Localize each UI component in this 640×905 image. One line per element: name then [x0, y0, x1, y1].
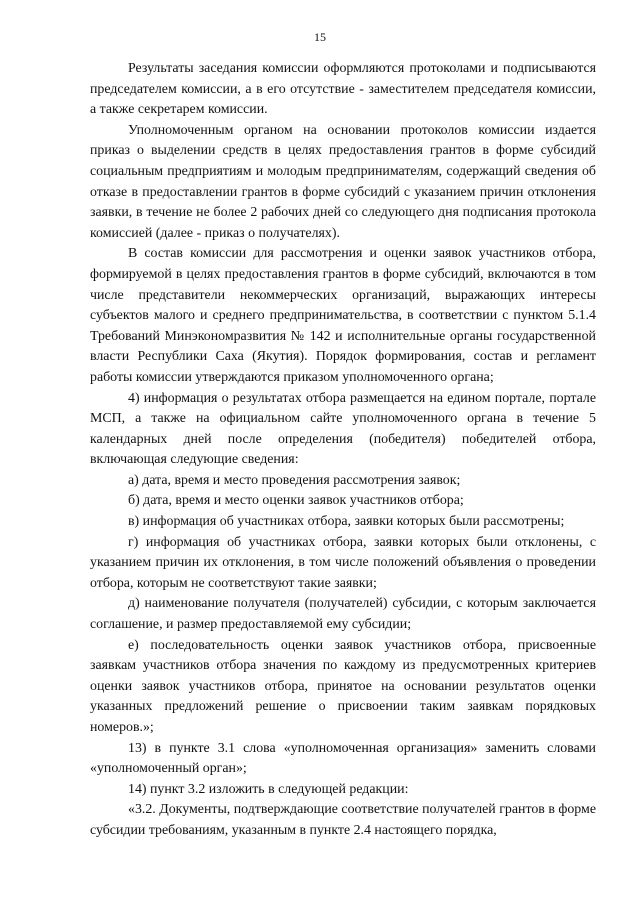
- paragraph-subitem-g: г) информация об участниках отбора, заявки которых были отклонены, с указанием причин их отклонения, в том числе положений объявления о проведении отбора, которым не соответствуют такие заявки;: [90, 534, 596, 591]
- document-body: [90, 59, 596, 842]
- paragraph-subitem-e: е) последовательность оценки заявок участников отбора, присвоенные заявкам участников отбора значения по каждому из предусмотренных критериев оценки заявок участников отбора, принятое на основании результатов оценки указанных предложений решение о присвоении таким заявкам порядковых номеров.»;: [90, 637, 596, 735]
- paragraph-commission-protocols: Результаты заседания комиссии оформляются протоколами и подписываются председателем комиссии, а в его отсутствие - заместителем председателя комиссии, а также секретарем комиссии.: [90, 61, 596, 118]
- paragraph-subitem-b: б) дата, время и место оценки заявок участников отбора;: [128, 493, 464, 509]
- page-number: 15: [314, 30, 326, 44]
- paragraph-item-14: 14) пункт 3.2 изложить в следующей редакции:: [128, 781, 409, 797]
- paragraph-item-4-results-info: 4) информация о результатах отбора размещается на едином портале, портале МСП, а также на официальном сайте уполномоченного органа в течение 5 календарных дней после определения (победителя) победителей отбора, включающая следующие сведения:: [90, 390, 596, 468]
- paragraph-clause-3-2: «3.2. Документы, подтверждающие соответствие получателей грантов в форме субсидии требованиям, указанным в пункте 2.4 настоящего порядка,: [90, 802, 596, 838]
- paragraph-item-13: 13) в пункте 3.1 слова «уполномоченная организация» заменить словами «уполномоченный орган»;: [90, 740, 596, 777]
- paragraph-subitem-d: д) наименование получателя (получателей) субсидии, с которым заключается соглашение, и размер предоставляемой ему субсидии;: [90, 596, 596, 633]
- paragraph-subitem-v: в) информация об участниках отбора, заявки которых были рассмотрены;: [128, 514, 565, 530]
- paragraph-commission-composition: В состав комиссии для рассмотрения и оценки заявок участников отбора, формируемой в целях предоставления грантов в форме субсидий, включаются в том числе представители некоммерческих организаций, выражающих интересы субъектов малого и среднего предпринимательства, в соответствии с пунктом 5.1.4 Требований Минэкономразвития № 142 и исполнительные органы государственной власти Республики Саха (Якутия). Порядок формирования, состав и регламент работы комиссии утверждаются приказом уполномоченного органа;: [90, 246, 596, 385]
- paragraph-recipients-order: Уполномоченным органом на основании протоколов комиссии издается приказ о выделении средств в целях предоставления грантов в форме субсидий социальным предприятиям и молодым предпринимателям, содержащий сведения об отказе в предоставлении грантов в форме субсидий с указанием причин отклонения заявки, в течение не более 2 рабочих дней со следующего дня подписания протокола комиссией (далее - приказ о получателях).: [90, 122, 596, 241]
- paragraph-subitem-a: а) дата, время и место проведения рассмотрения заявок;: [128, 472, 461, 488]
